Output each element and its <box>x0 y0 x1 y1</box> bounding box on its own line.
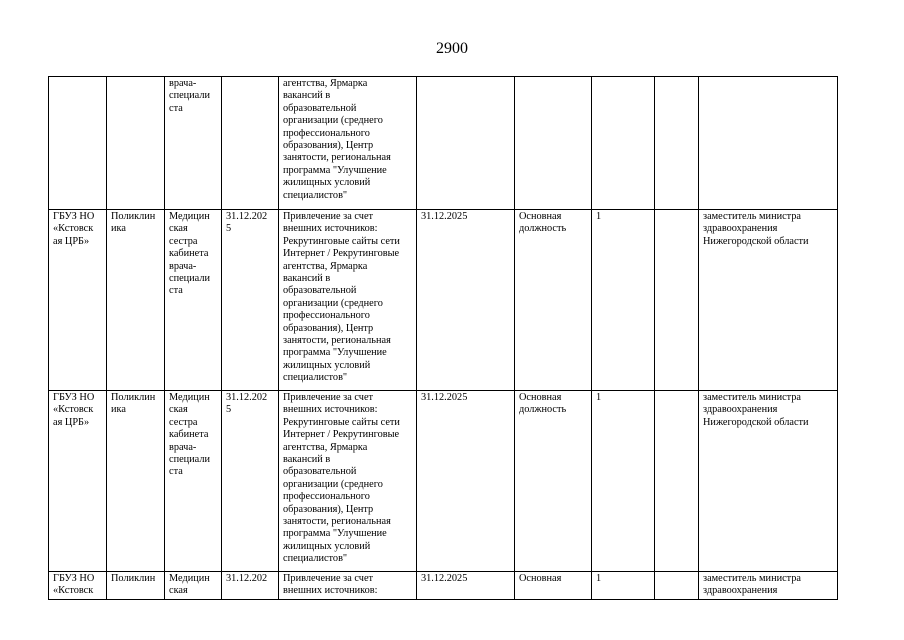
responsible-cell <box>699 572 838 600</box>
cell-text-line: 31.12.2025 <box>421 211 468 222</box>
cell-text-line: 1 <box>596 392 602 403</box>
position-type-cell <box>515 391 592 572</box>
cell-text-line: жилищных условий <box>283 359 371 371</box>
position-type-cell <box>515 210 592 391</box>
cell-text-line: врача- <box>169 441 197 453</box>
cell-text-line: программа "Улучшение <box>283 347 387 359</box>
staffing-plan-table <box>48 76 838 600</box>
cell-text-line: 31.12.202 <box>226 211 268 222</box>
table-body <box>49 77 838 600</box>
deadline-cell <box>222 572 279 600</box>
cell-text-line: 31.12.202 <box>226 573 268 584</box>
cell-text-line: заместитель министра <box>703 211 802 222</box>
department-cell <box>107 572 165 600</box>
cell-text-line: программа "Улучшение <box>283 164 387 176</box>
cell-text-line: организации (среднего <box>283 297 383 309</box>
cell-text-line: 31.12.2025 <box>421 392 468 403</box>
position-type-cell <box>515 77 592 210</box>
cell-text-line: «Кстовск <box>53 223 94 235</box>
cell-text-line: специалистов" <box>283 372 348 384</box>
cell-text-line: 1 <box>596 211 602 222</box>
cell-text-line: Привлечение за счет <box>283 573 374 584</box>
cell-text-line: организации (среднего <box>283 115 383 127</box>
cell-text-line: ая ЦРБ» <box>53 235 90 247</box>
cell-text-line: Интернет / Рекрутинговые <box>283 248 400 260</box>
department-cell <box>107 77 165 210</box>
organization-cell <box>49 210 107 391</box>
cell-text-line: занятости, региональная <box>283 335 391 347</box>
cell-text-line: агентства, Ярмарка <box>283 78 368 89</box>
cell-text-line: занятости, региональная <box>283 152 391 164</box>
cell-text-line: ика <box>111 404 126 416</box>
completion-date-cell <box>417 572 515 600</box>
cell-text-line: специали <box>169 273 210 285</box>
cell-text-line: «Кстовск <box>53 585 94 597</box>
cell-text-line: вакансий в <box>283 273 331 285</box>
cell-text-line: ская <box>169 404 188 416</box>
position-type-cell <box>515 572 592 600</box>
cell-text-line: должность <box>519 223 567 235</box>
cell-text-line: профессионального <box>283 310 370 322</box>
cell-text-line: организации (среднего <box>283 478 383 490</box>
cell-text-line: внешних источников: <box>283 585 378 597</box>
extra-cell <box>655 210 699 391</box>
table-row <box>49 391 838 572</box>
cell-text-line: специали <box>169 454 210 466</box>
cell-text-line: Нижегородской области <box>703 235 809 247</box>
table-row <box>49 77 838 210</box>
deadline-cell <box>222 210 279 391</box>
cell-text-line: образования), Центр <box>283 503 374 515</box>
cell-text-line: образования), Центр <box>283 322 374 334</box>
position-cell <box>165 391 222 572</box>
deadline-cell <box>222 391 279 572</box>
cell-text-line: кабинета <box>169 248 209 260</box>
cell-text-line: внешних источников: <box>283 404 378 416</box>
cell-text-line: сестра <box>169 416 198 428</box>
cell-text-line: занятости, региональная <box>283 516 391 528</box>
extra-cell <box>655 77 699 210</box>
cell-text-line: ста <box>169 285 183 297</box>
cell-text-line: Медицин <box>169 573 210 584</box>
position-cell <box>165 572 222 600</box>
cell-text-line: должность <box>519 404 567 416</box>
count-cell <box>592 210 655 391</box>
cell-text-line: Основная <box>519 392 562 403</box>
cell-text-line: ста <box>169 466 183 478</box>
position-cell <box>165 210 222 391</box>
cell-text-line: Основная <box>519 211 562 222</box>
cell-text-line: жилищных условий <box>283 540 371 552</box>
department-cell <box>107 210 165 391</box>
completion-date-cell <box>417 210 515 391</box>
cell-text-line: агентства, Ярмарка <box>283 260 368 272</box>
cell-text-line: профессионального <box>283 127 370 139</box>
completion-date-cell <box>417 391 515 572</box>
cell-text-line: вакансий в <box>283 90 331 102</box>
cell-text-line: образовательной <box>283 466 357 478</box>
responsible-cell <box>699 210 838 391</box>
recruitment-method-cell <box>279 572 417 600</box>
recruitment-method-cell <box>279 210 417 391</box>
organization-cell <box>49 572 107 600</box>
cell-text-line: Привлечение за счет <box>283 211 374 222</box>
count-cell <box>592 77 655 210</box>
cell-text-line: заместитель министра <box>703 392 802 403</box>
cell-text-line: Интернет / Рекрутинговые <box>283 429 400 441</box>
cell-text-line: врача- <box>169 260 197 272</box>
cell-text-line: заместитель министра <box>703 573 802 584</box>
deadline-cell <box>222 77 279 210</box>
recruitment-method-cell <box>279 391 417 572</box>
organization-cell <box>49 391 107 572</box>
cell-text-line: специалистов" <box>283 189 348 201</box>
extra-cell <box>655 391 699 572</box>
cell-text-line: образования), Центр <box>283 140 374 152</box>
department-cell <box>107 391 165 572</box>
cell-text-line: Рекрутинговые сайты сети <box>283 416 400 428</box>
cell-text-line: 31.12.202 <box>226 392 268 403</box>
cell-text-line: специалистов" <box>283 553 348 565</box>
cell-text-line: здравоохранения <box>703 404 778 416</box>
count-cell <box>592 391 655 572</box>
cell-text-line: сестра <box>169 235 198 247</box>
cell-text-line: Нижегородской области <box>703 416 809 428</box>
cell-text-line: 5 <box>226 223 232 235</box>
cell-text-line: кабинета <box>169 429 209 441</box>
cell-text-line: ГБУЗ НО <box>53 573 95 584</box>
cell-text-line: ГБУЗ НО <box>53 211 95 222</box>
cell-text-line: «Кстовск <box>53 404 94 416</box>
cell-text-line: образовательной <box>283 102 357 114</box>
cell-text-line: ская <box>169 585 188 597</box>
cell-text-line: врача- <box>169 78 197 89</box>
cell-text-line: вакансий в <box>283 454 331 466</box>
responsible-cell <box>699 391 838 572</box>
cell-text-line: здравоохранения <box>703 223 778 235</box>
cell-text-line: Поликлин <box>111 392 156 403</box>
cell-text-line: ая ЦРБ» <box>53 416 90 428</box>
table-row <box>49 572 838 600</box>
cell-text-line: Поликлин <box>111 211 156 222</box>
cell-text-line: Поликлин <box>111 573 156 584</box>
count-cell <box>592 572 655 600</box>
cell-text-line: Рекрутинговые сайты сети <box>283 235 400 247</box>
organization-cell <box>49 77 107 210</box>
completion-date-cell <box>417 77 515 210</box>
cell-text-line: Медицин <box>169 211 210 222</box>
cell-text-line: Основная <box>519 573 562 584</box>
page-number: 2900 <box>436 40 468 57</box>
cell-text-line: профессионального <box>283 491 370 503</box>
table-row <box>49 210 838 391</box>
cell-text-line: Привлечение за счет <box>283 392 374 403</box>
cell-text-line: ская <box>169 223 188 235</box>
cell-text-line: 31.12.2025 <box>421 573 468 584</box>
position-cell <box>165 77 222 210</box>
responsible-cell <box>699 77 838 210</box>
cell-text-line: 1 <box>596 573 602 584</box>
cell-text-line: ГБУЗ НО <box>53 392 95 403</box>
cell-text-line: внешних источников: <box>283 223 378 235</box>
cell-text-line: здравоохранения <box>703 585 778 597</box>
cell-text-line: 5 <box>226 404 232 416</box>
cell-text-line: образовательной <box>283 285 357 297</box>
cell-text-line: жилищных условий <box>283 177 371 189</box>
recruitment-method-cell <box>279 77 417 210</box>
cell-text-line: Медицин <box>169 392 210 403</box>
extra-cell <box>655 572 699 600</box>
cell-text-line: ика <box>111 223 126 235</box>
cell-text-line: агентства, Ярмарка <box>283 441 368 453</box>
cell-text-line: специали <box>169 90 210 102</box>
cell-text-line: ста <box>169 102 183 114</box>
cell-text-line: программа "Улучшение <box>283 528 387 540</box>
